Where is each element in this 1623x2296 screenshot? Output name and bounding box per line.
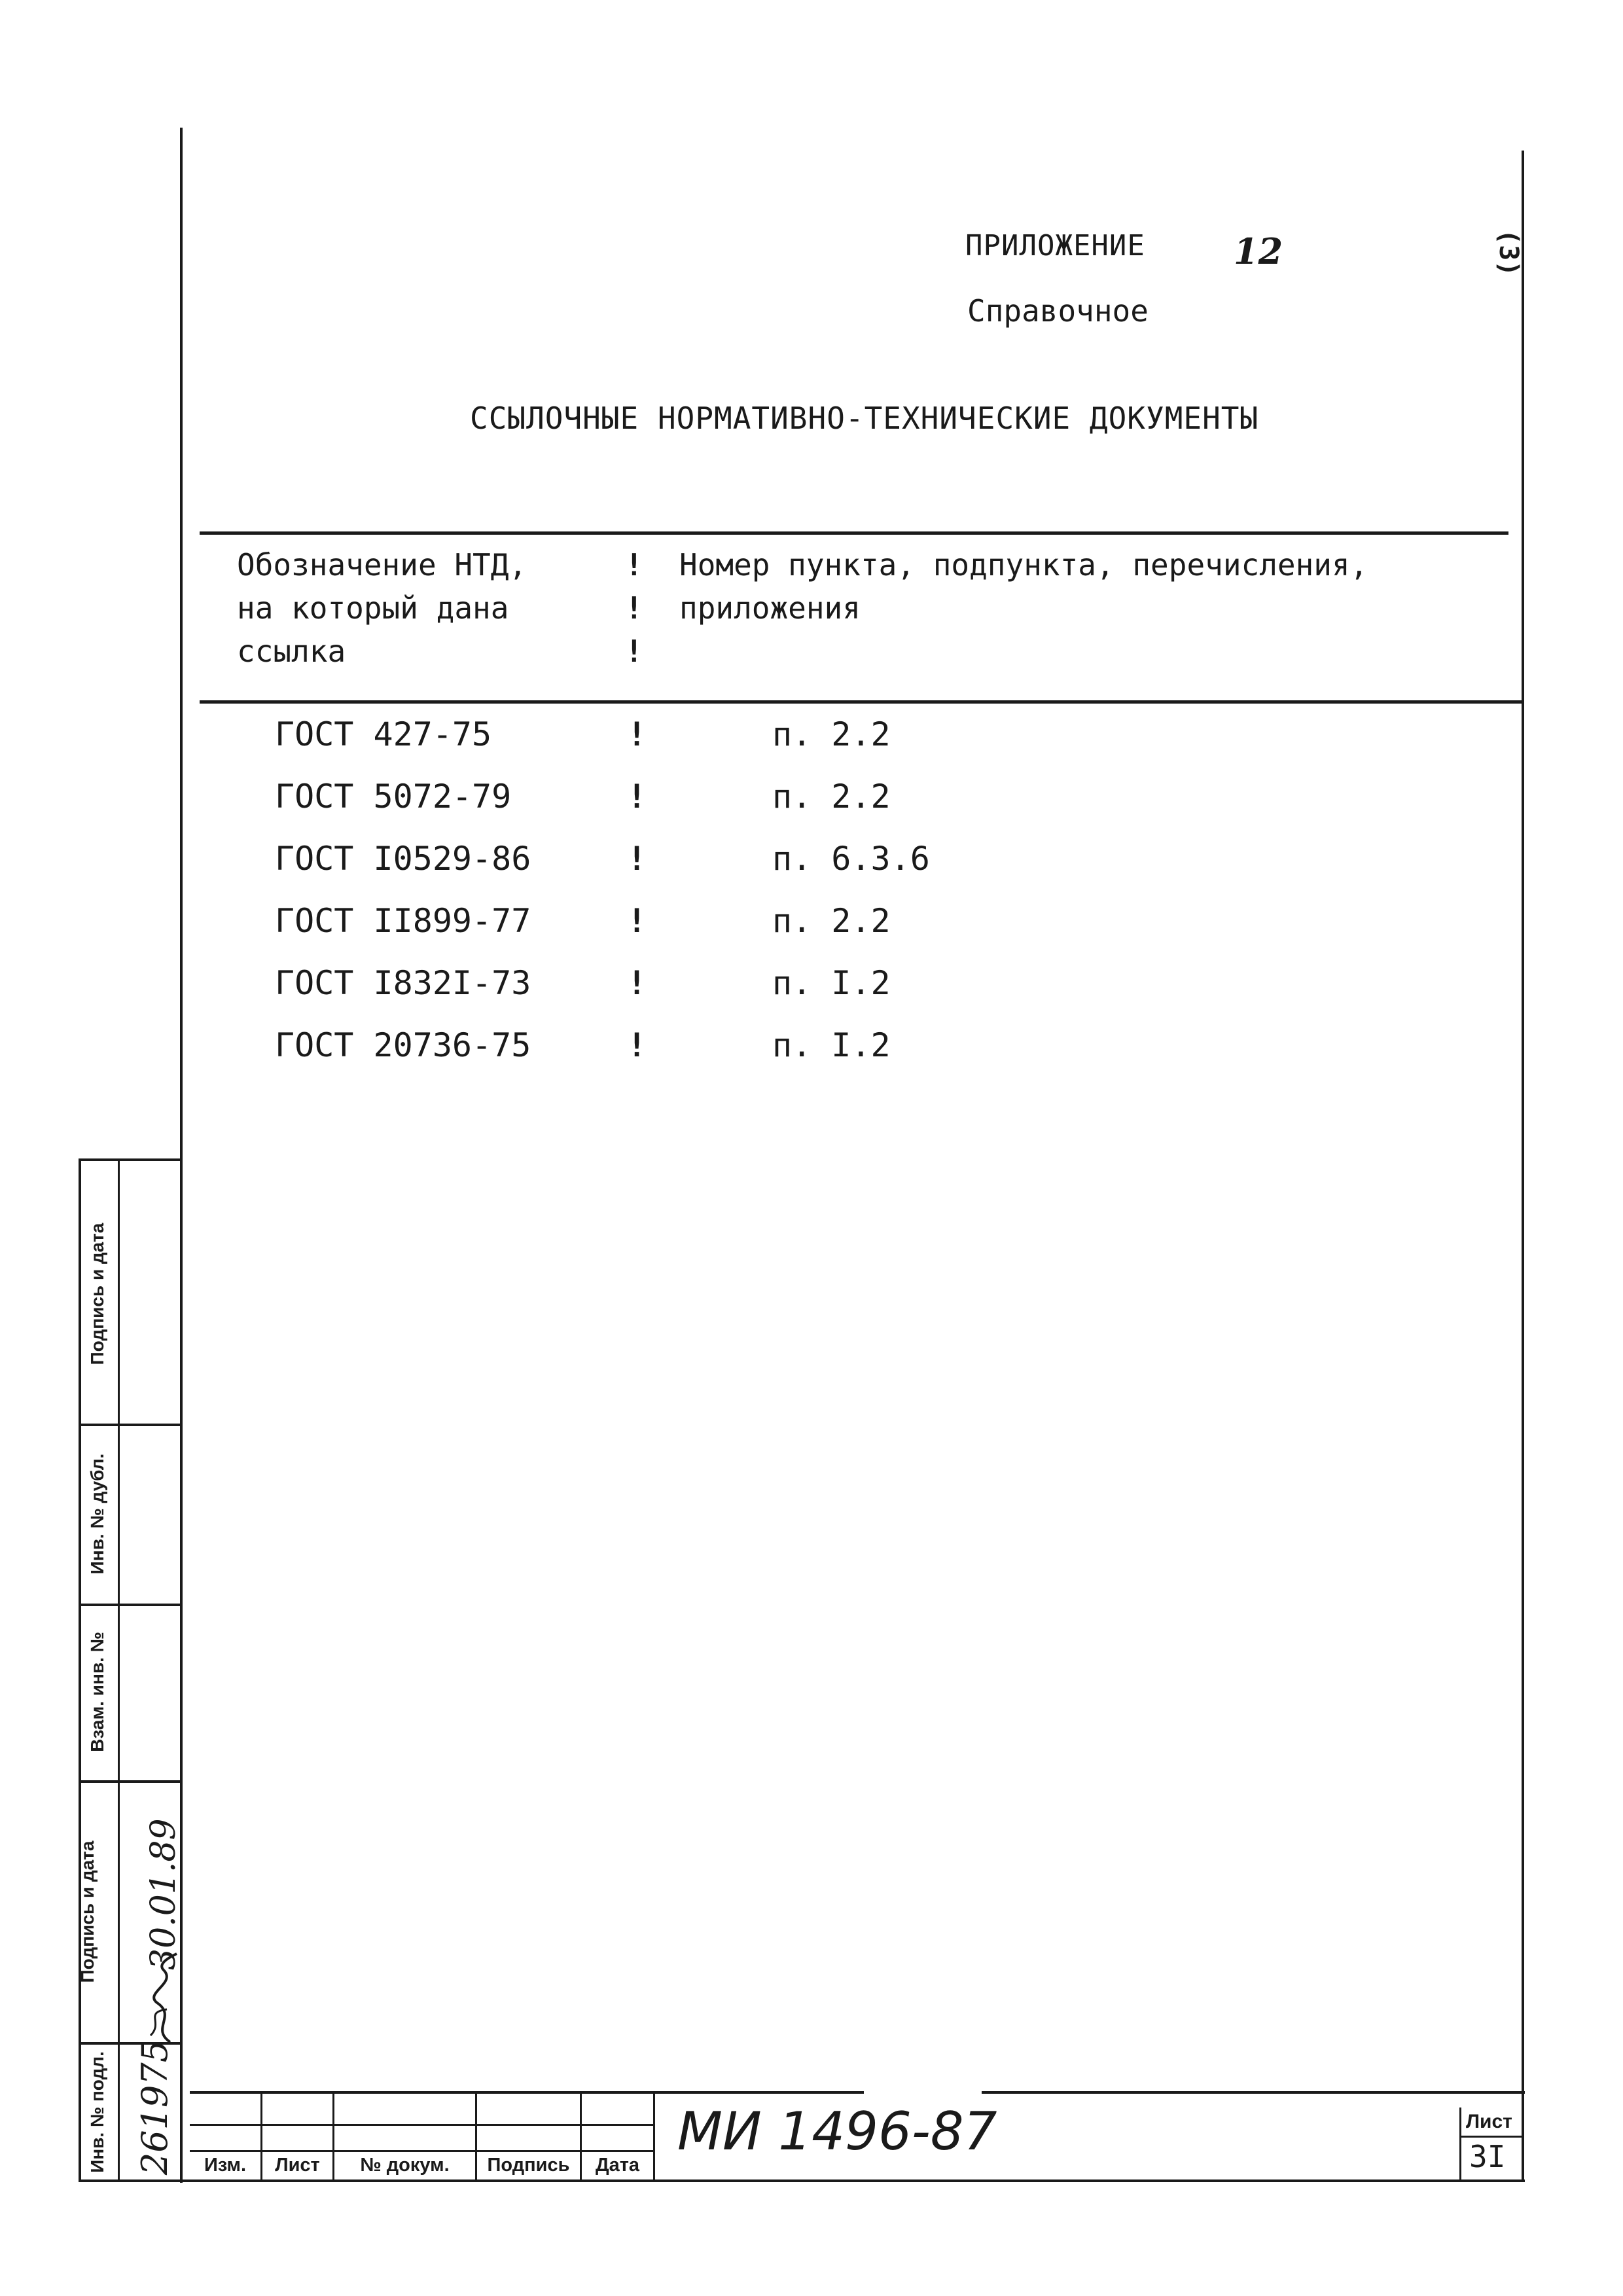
side-label-podpis-data-bottom: Подпись и дата [77,1840,98,1983]
header-col2 [679,543,1368,630]
appendix-number: 12 [1234,230,1283,272]
tb-sheet-sep [1459,2108,1461,2179]
row-separator: ! [627,1026,647,1064]
header-col1 [237,543,527,673]
sheet-label: Лист [1466,2111,1512,2132]
document-designation: МИ 1496-87 [677,2101,997,2162]
row-doc: ГОСТ 427-75 [275,715,492,753]
appendix-type: Справочное [967,293,1149,329]
sheet-number: 3I [1469,2139,1506,2174]
row-ref: п. I.2 [772,964,891,1002]
side-stamp-outer-line [79,1158,81,2181]
title-block-top-rule-right [982,2091,1525,2094]
signature-date-handwritten: 30.01.89 [144,1818,183,1970]
header-separator-2: ! [625,590,643,626]
header-separator [625,543,643,673]
row-ref: п. I.2 [772,1026,891,1064]
row-doc: ГОСТ 20736-75 [275,1026,531,1064]
side-stamp-top-rule [79,1158,182,1161]
inv-podl-handwritten: 261975 [134,2039,175,2176]
side-label-inv-podl: Инв. № подл. [87,2051,107,2173]
title-block-low-rule [190,2150,654,2152]
row-doc: ГОСТ I832I-73 [275,964,531,1002]
tb-col-data: Дата [595,2155,640,2176]
title-block-mid-rule [190,2124,654,2126]
corner-mark: (3) [1493,229,1524,277]
table-top-rule [200,531,1508,535]
page-title: ССЫЛОЧНЫЕ НОРМАТИВНО-ТЕХНИЧЕСКИЕ ДОКУМЕНТЫ [470,401,1259,436]
appendix-label: ПРИЛОЖЕНИЕ [965,229,1145,262]
row-doc: ГОСТ II899-77 [275,902,531,940]
title-block-top-rule [190,2091,864,2094]
tb-col-nomer-dokum: № докум. [360,2155,450,2176]
tb-col-izm: Изм. [204,2155,247,2176]
side-stamp-inner-line [118,1158,120,2181]
row-doc: ГОСТ I0529-86 [275,840,531,878]
row-separator: ! [627,778,647,816]
side-label-podpis-data-top: Подпись и дата [87,1223,107,1365]
tb-col-sep-5 [653,2091,655,2179]
row-separator: ! [627,964,647,1002]
handwritten-signature [131,1950,190,2049]
tb-sheet-rule [1459,2136,1523,2138]
header-col1-line1: Обозначение НТД, [237,547,527,583]
side-label-vzam-inv: Взам. инв. № [87,1632,107,1752]
row-ref: п. 2.2 [772,778,891,816]
header-col1-line3: ссылка [237,634,346,669]
header-separator-3: ! [625,634,643,669]
row-ref: п. 2.2 [772,902,891,940]
header-col2-line2: приложения [679,590,861,626]
tb-col-list: Лист [275,2155,320,2176]
frame-right-border [1522,151,1524,2179]
tb-col-podpis: Подпись [487,2155,570,2176]
header-col1-line2: на который дана [237,590,509,626]
row-separator: ! [627,902,647,940]
side-label-inv-dubl: Инв. № дубл. [87,1453,107,1575]
header-col2-line1: Номер пункта, подпункта, перечисления, [679,547,1368,583]
row-separator: ! [627,840,647,878]
frame-bottom-border [79,2179,1525,2182]
side-stamp-rule-2 [79,1604,182,1606]
row-ref: п. 2.2 [772,715,891,753]
side-stamp-rule-1 [79,1424,182,1426]
header-separator-1: ! [625,547,643,583]
row-ref: п. 6.3.6 [772,840,930,878]
row-doc: ГОСТ 5072-79 [275,778,512,816]
row-separator: ! [627,715,647,753]
side-stamp-rule-3 [79,1780,182,1783]
